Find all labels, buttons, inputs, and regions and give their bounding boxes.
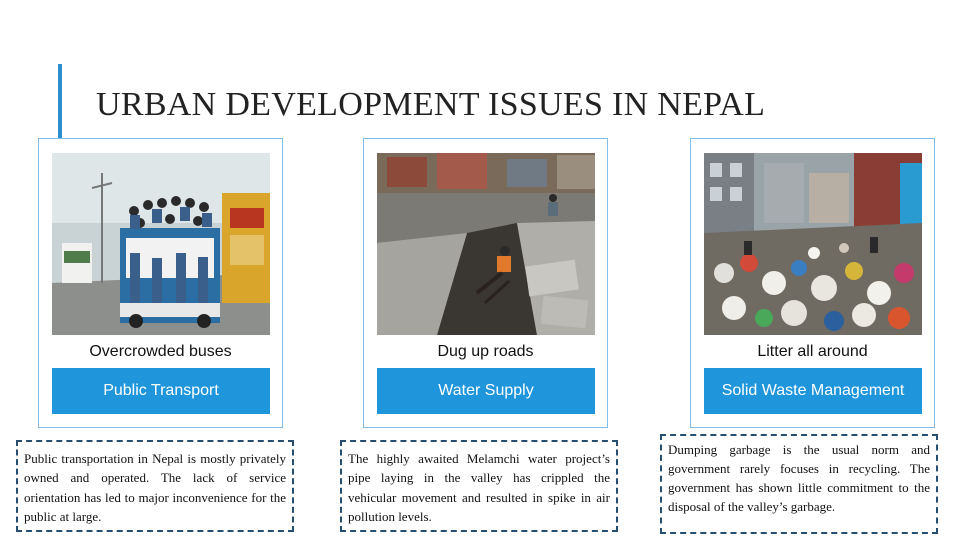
title-accent-bar	[58, 64, 62, 138]
water-supply-button[interactable]: Water Supply	[377, 368, 595, 414]
public-transport-button[interactable]: Public Transport	[52, 368, 270, 414]
dug-up-road-photo	[377, 153, 595, 335]
card-solid-waste	[690, 138, 935, 428]
overcrowded-bus-photo	[52, 153, 270, 335]
card-water-supply	[363, 138, 608, 428]
solid-waste-description: Dumping garbage is the usual norm and government rarely focuses in recycling. The government has shown little commitment to the disposal of the valley’s garbage.	[660, 434, 938, 534]
slide-title: URBAN DEVELOPMENT ISSUES IN NEPAL	[96, 86, 766, 123]
photo-caption: Overcrowded buses	[89, 343, 232, 360]
street-litter-photo	[704, 153, 922, 335]
card-public-transport	[38, 138, 283, 428]
public-transport-description: Public transportation in Nepal is mostly privately owned and operated. The lack of service orientation has led to major inconvenience for the public at large.	[16, 440, 294, 532]
photo-caption: Litter all around	[757, 343, 868, 360]
photo-caption: Dug up roads	[437, 343, 534, 360]
solid-waste-management-button[interactable]: Solid Waste Management	[704, 368, 922, 414]
water-supply-description: The highly awaited Melamchi water project’s pipe laying in the valley has crippled the vehicular movement and resulted in spike in air pollution levels.	[340, 440, 618, 532]
